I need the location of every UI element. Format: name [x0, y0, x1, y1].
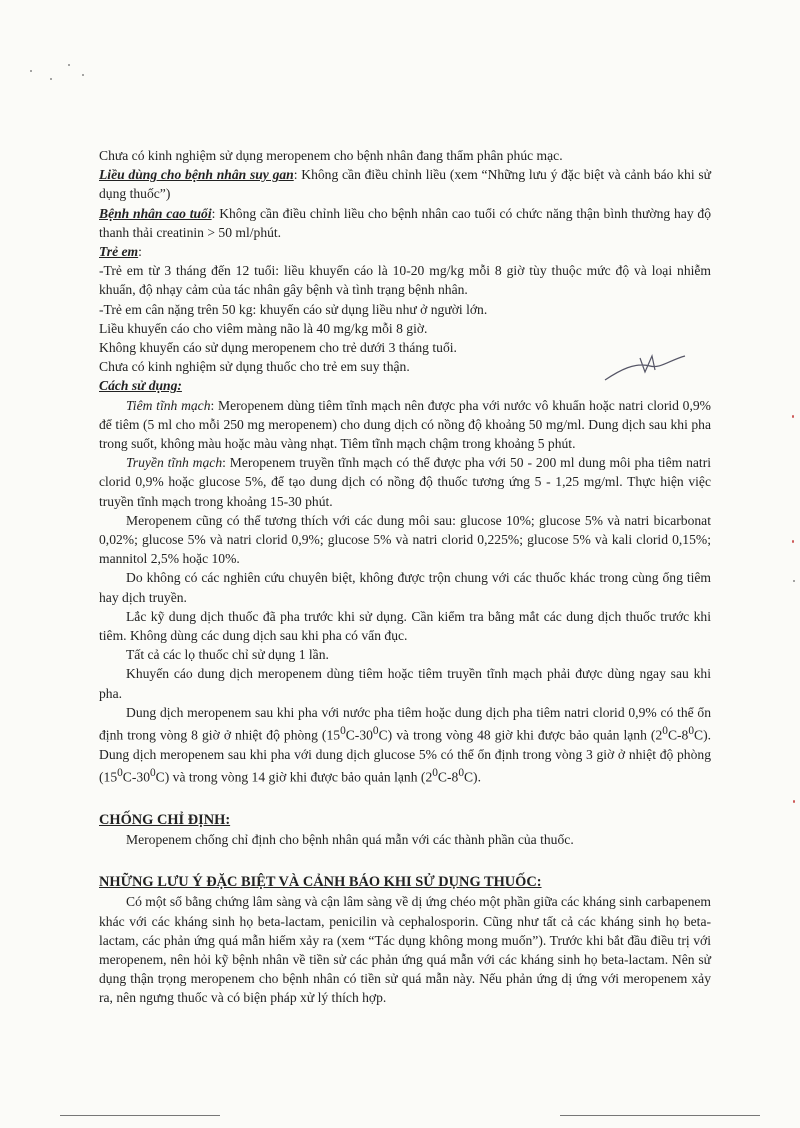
- para-suy-gan: [99, 165, 711, 203]
- label-cao-tuoi: Bệnh nhân cao tuổi: [99, 205, 212, 221]
- label-truyen: Truyền tĩnh mạch: [126, 455, 223, 471]
- para-cao-tuoi: [99, 204, 711, 242]
- para-khuyen-cao: Khuyến cáo dung dịch meropenem dùng tiêm hoặc tiêm truyền tĩnh mạch phải được dùng ngay sau khi pha.: [99, 666, 711, 701]
- para-luu-y: Có một số bằng chứng lâm sàng và cận lâm sàng về dị ứng chéo một phần giữa các kháng sinh carbapenem khác với các kháng sinh họ beta-lactam, penicilin và cephalosporin. Cũng như tất cả các kháng sinh họ beta-lactam, các phản ứng quá mẫn hiếm xảy ra (xem “Tác dụng không mong muốn”). Trước khi bắt đầu điều trị với meropenem, nên hỏi kỹ bệnh nhân về tiền sử các phản ứng quá mẫn với các kháng sinh họ beta-lactam. Nên sử dụng thận trọng meropenem cho bệnh nhân có tiền sử quá mẫn này. Nếu phản ứng dị ứng với meropenem xảy ra, nên ngưng thuốc và có biện pháp xử lý thích hợp.: [99, 894, 711, 1006]
- bottom-rule-left: [60, 1115, 220, 1116]
- para-lac: Lắc kỹ dung dịch thuốc đã pha trước khi sử dụng. Cần kiểm tra bằng mắt các dung dịch thuốc trước khi tiêm. Không dùng các dung dịch sau khi pha có vẩn đục.: [99, 608, 711, 644]
- para-tat-ca: Tất cả các lọ thuốc chỉ sử dụng 1 lần.: [126, 647, 329, 663]
- heading-tre-em: [99, 242, 711, 261]
- od-f: C-30: [122, 769, 150, 785]
- deg-1: 0: [340, 725, 346, 738]
- label-tiem: Tiêm tĩnh mạch: [126, 397, 211, 413]
- deg-3: 0: [662, 725, 668, 738]
- para-khong-tron: Do không có các nghiên cứu chuyên biệt, không được trộn chung với các thuốc khác trong cùng ống tiêm hay dịch truyền.: [99, 570, 711, 605]
- label-suy-gan: Liều dùng cho bệnh nhân suy gan: [99, 167, 294, 183]
- text-tiem: : Meropenem dùng tiêm tĩnh mạch nên được pha với nước vô khuẩn hoặc natri clorid 0,9% để tiêm (5 ml cho mỗi 250 mg meropenem) cho dung dịch có nồng độ khoảng 50 mg/ml. Dung dịch sau khi pha trong suốt, không màu hoặc màu vàng nhạt. Tiêm tĩnh mạch chậm trong khoảng 5 phút.: [99, 397, 711, 452]
- od-h: C-8: [437, 769, 459, 785]
- para-tre-em-1: -Trẻ em từ 3 tháng đến 12 tuổi: liều khuyến cáo là 10-20 mg/kg mỗi 8 giờ tùy thuộc mức độ và loại nhiễm khuẩn, độ nhạy cảm của tác nhân gây bệnh và tình trạng bệnh nhân.: [99, 263, 711, 298]
- deg-5: 0: [117, 767, 123, 780]
- para-tre-em-4: Không khuyến cáo sử dụng meropenem cho trẻ dưới 3 tháng tuổi.: [99, 340, 457, 356]
- para-truyen: [99, 453, 711, 511]
- od-a: Dung dịch meropenem sau khi pha với nước pha tiêm hoặc dung dịch pha tiêm natri clorid 0,9% có thể ổn định trong vòng 8 giờ ở nhiệt độ phòng (15: [99, 704, 711, 743]
- label-tre-em: Trẻ em: [99, 244, 139, 260]
- text-truyen: : Meropenem truyền tĩnh mạch có thể được pha với 50 - 200 ml dung môi pha tiêm natri clorid 0,9% hoặc glucose 5%, để tạo dung dịch có nồng độ thuốc tương ứng 5 - 1,25 mg/ml. Thực hiện việc truyền tĩnh mạch trong khoảng 15-30 phút.: [99, 455, 711, 509]
- heading-chong-chi-dinh: CHỐNG CHỈ ĐỊNH:: [99, 811, 231, 828]
- para-tre-em-5: Chưa có kinh nghiệm sử dụng thuốc cho trẻ em suy thận.: [99, 359, 410, 375]
- para-on-dinh: [99, 703, 711, 787]
- od-e: C). Dung dịch meropenem sau khi pha với dung dịch glucose 5% có thể ổn định trong vòng 3 giờ ở nhiệt độ phòng (15: [99, 727, 711, 785]
- deg-7: 0: [432, 767, 438, 780]
- od-c: C) và trong vòng 48 giờ khi được bảo quản lạnh (2: [378, 727, 663, 743]
- od-i: C).: [463, 769, 481, 785]
- bottom-rule-right: [560, 1115, 760, 1116]
- deg-8: 0: [458, 767, 464, 780]
- od-d: C-8: [667, 727, 689, 743]
- heading-luu-y: NHỮNG LƯU Ý ĐẶC BIỆT VÀ CẢNH BÁO KHI SỬ DỤNG THUỐC:: [99, 874, 542, 891]
- text-suy-gan: : Không cần điều chỉnh liều (xem “Những lưu ý đặc biệt và cảnh báo khi sử dụng thuốc”): [99, 167, 711, 202]
- od-b: C-30: [345, 727, 373, 743]
- heading-cach-su-dung: Cách sử dụng:: [99, 378, 182, 394]
- deg-2: 0: [372, 725, 379, 738]
- colon-tre-em: :: [138, 244, 142, 260]
- od-g: C) và trong vòng 14 giờ khi được bảo quản lạnh (2: [155, 769, 433, 785]
- para-tham-phan: Chưa có kinh nghiệm sử dụng meropenem cho bệnh nhân đang thẩm phân phúc mạc.: [99, 148, 563, 163]
- para-chong-chi-dinh: Meropenem chống chỉ định cho bệnh nhân quá mẫn với các thành phần của thuốc.: [126, 831, 574, 847]
- para-tre-em-2: -Trẻ em cân nặng trên 50 kg: khuyến cáo sử dụng liều như ở người lớn.: [99, 301, 488, 317]
- document-body: [99, 146, 711, 1008]
- para-tuong-thich: Meropenem cũng có thể tương thích với các dung môi sau: glucose 10%; glucose 5% và natri bicarbonat 0,02%; glucose 5% và natri clorid 0,9%; glucose 5% và natri clorid 0,225%; glucose 5% và kali clorid 0,15%; mannitol 2,5% hoặc 10%.: [99, 512, 711, 567]
- deg-6: 0: [149, 767, 156, 780]
- deg-4: 0: [688, 725, 694, 738]
- text-cao-tuoi: : Không cần điều chỉnh liều cho bệnh nhân cao tuổi có chức năng thận bình thường hay độ thanh thải creatinin > 50 ml/phút.: [99, 205, 712, 240]
- para-tiem: [99, 396, 711, 454]
- para-tre-em-3: Liều khuyến cáo cho viêm màng não là 40 mg/kg mỗi 8 giờ.: [99, 320, 428, 336]
